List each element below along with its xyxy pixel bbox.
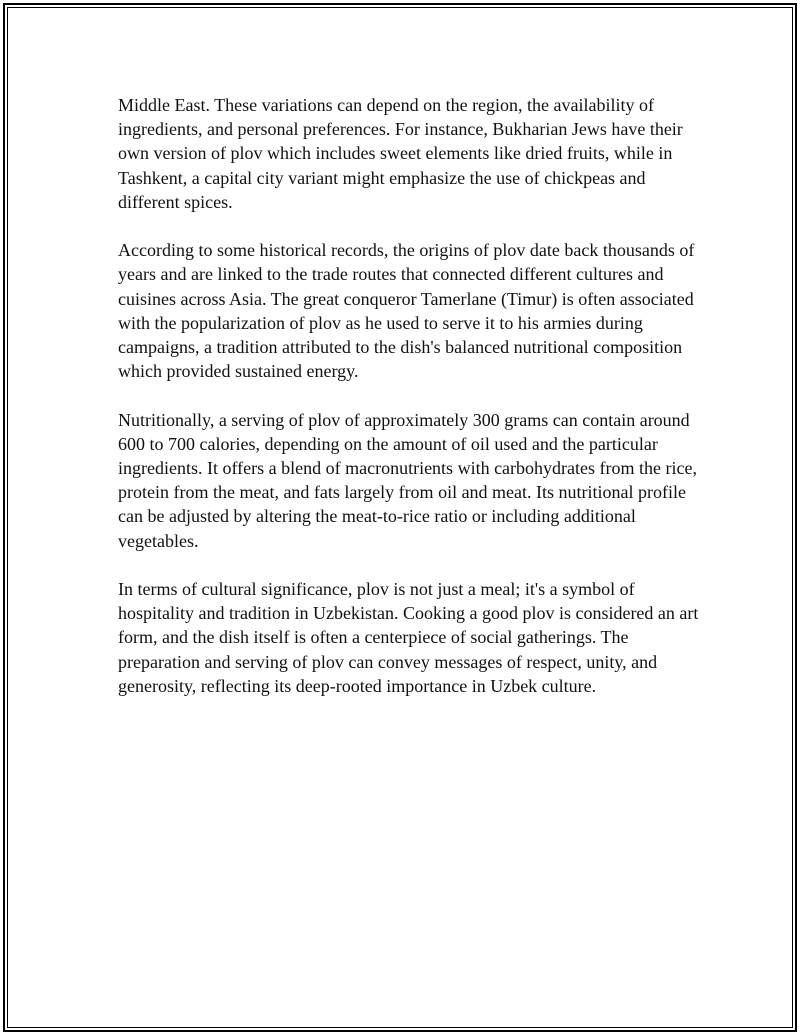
document-body: [118, 93, 708, 722]
paragraph-nutrition: Nutritionally, a serving of plov of approximately 300 grams can contain around 600 to 700 calories, depending on the amount of oil used and the particular ingredients. It offers a blend of macronutrients with carbohydrates from the rice, protein from the meat, and fats largely from oil and meat. Its nutritional profile can be adjusted by altering the meat-to-rice ratio or including additional vegetables.: [118, 409, 697, 551]
paragraph-historical-origins: According to some historical records, the origins of plov date back thousands of years and are linked to the trade routes that connected different cultures and cuisines across Asia. The great conqueror Tamerlane (Timur) is often associated with the popularization of plov as he used to serve it to his armies during campaigns, a tradition attributed to the dish's balanced nutritional composition which provided sustained energy.: [118, 240, 695, 382]
page-border: [3, 3, 797, 1032]
paragraph-cultural-significance: In terms of cultural significance, plov is not just a meal; it's a symbol of hospitality and tradition in Uzbekistan. Cooking a good plov is considered an art form, and the dish itself is often a centerpiece of social gatherings. The preparation and serving of plov can convey messages of respect, unity, and generosity, reflecting its deep-rooted importance in Uzbek culture.: [118, 579, 699, 696]
paragraph-regional-variations: Middle East. These variations can depend on the region, the availability of ingredients, and personal preferences. For instance, Bukharian Jews have their own version of plov which includes sweet elements like dried fruits, while in Tashkent, a capital city variant might emphasize the use of chickpeas and different spices.: [118, 95, 683, 212]
